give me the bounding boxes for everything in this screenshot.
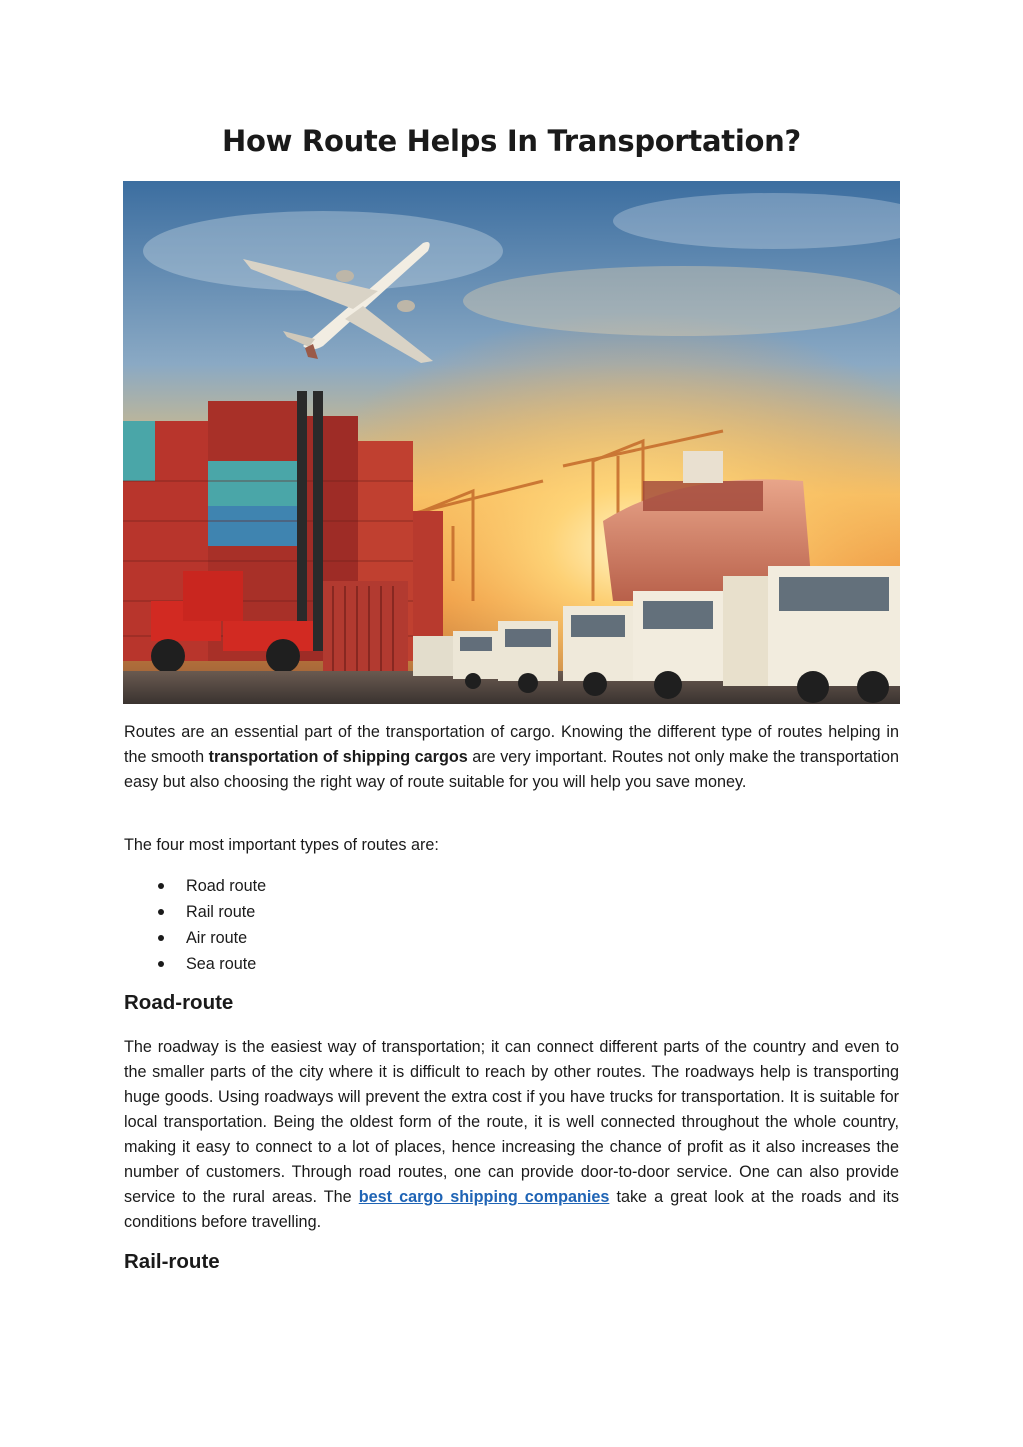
- intro-paragraph: [124, 720, 899, 795]
- list-item: [124, 899, 266, 925]
- intro-text-start: Routes are an essential part of the transportation of cargo. Knowing the different type of routes helping in the smooth: [124, 723, 899, 766]
- list-item: [124, 925, 266, 951]
- road-text-start: The roadway is the easiest way of transportation; it can connect different parts of the country and even to the smaller parts of the city where it is difficult to reach by other routes. The roadways help is transporting huge goods. Using roadways will prevent the extra cost if you have trucks for transportation. It is suitable for local transportation. Being the oldest form of the route, it is well connected throughout the whole country, making it easy to connect to a lot of places, hence increasing the chance of profit as it also increases the number of customers. Through road routes, one can provide door-to-door service. One can also provide service to the rural areas. The: [124, 1038, 899, 1206]
- list-item-label: Air route: [186, 929, 248, 947]
- intro-bold-phrase: transportation of shipping cargos: [208, 748, 468, 766]
- types-intro: The four most important types of routes are:: [124, 836, 439, 854]
- page-title: How Route Helps In Transportation?: [222, 124, 801, 158]
- route-types-list: [124, 873, 266, 977]
- bullet-icon: [158, 961, 164, 967]
- bullet-icon: [158, 935, 164, 941]
- bullet-icon: [158, 909, 164, 915]
- road-route-paragraph: [124, 1035, 899, 1235]
- list-item-label: Sea route: [186, 955, 257, 973]
- list-item: [124, 873, 266, 899]
- hero-image: [123, 181, 900, 704]
- list-item-label: Road route: [186, 877, 267, 895]
- cargo-companies-link[interactable]: best cargo shipping companies: [358, 1188, 610, 1206]
- rail-route-heading: Rail-route: [124, 1250, 220, 1273]
- intro-text-end: are very important. Routes not only make the transportation easy but also choosing the right way of route suitable for you will help you save money.: [124, 748, 899, 791]
- list-item-label: Rail route: [186, 903, 256, 921]
- road-text-end: take a great look at the roads and its conditions before travelling.: [124, 1188, 899, 1231]
- list-item: [124, 951, 266, 977]
- bullet-icon: [158, 883, 164, 889]
- road-route-heading: Road-route: [124, 991, 234, 1014]
